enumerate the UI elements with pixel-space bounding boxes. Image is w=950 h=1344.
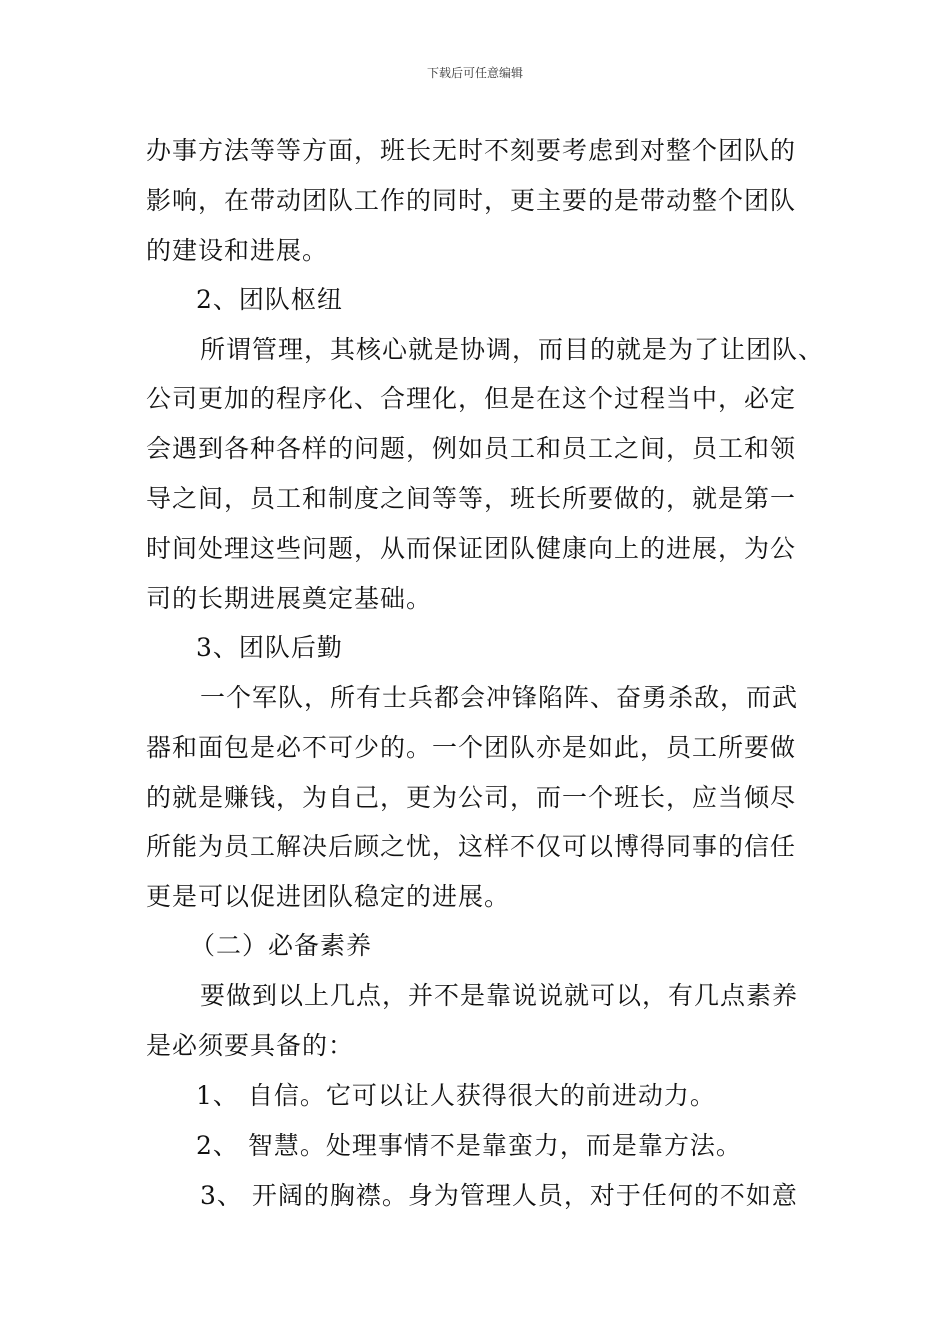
list-item: 1、 自信。它可以让人获得很大的前进动力。: [196, 1081, 716, 1110]
text-line: 影响，在带动团队工作的同时，更主要的是带动整个团队: [146, 186, 797, 215]
page-header: 下载后可任意编辑: [426, 66, 523, 80]
text-line: 更是可以促进团队稳定的进展。: [146, 882, 511, 911]
section-heading: 2、团队枢纽: [196, 285, 343, 314]
text-line: 司的长期进展奠定基础。: [146, 584, 433, 613]
text-line: 公司更加的程序化、合理化，但是在这个过程当中，必定: [146, 384, 797, 413]
text-line: 器和面包是必不可少的。一个团队亦是如此，员工所要做: [146, 733, 797, 762]
section-heading: （二）必备素养: [190, 931, 373, 960]
text-line: 的就是赚钱，为自己，更为公司，而一个班长，应当倾尽: [146, 783, 797, 812]
text-line: 的建设和进展。: [146, 236, 329, 265]
text-line: 要做到以上几点，并不是靠说说就可以，有几点素养: [200, 981, 799, 1010]
text-line: 一个军队，所有士兵都会冲锋陷阵、奋勇杀敌，而武: [200, 683, 799, 712]
text-line: 导之间，员工和制度之间等等，班长所要做的，就是第一: [146, 484, 797, 513]
text-line: 所能为员工解决后顾之忧，这样不仅可以博得同事的信任: [146, 832, 797, 861]
section-heading: 3、团队后勤: [196, 633, 343, 662]
list-item: 3、 开阔的胸襟。身为管理人员，对于任何的不如意: [200, 1181, 798, 1210]
text-line: 会遇到各种各样的问题，例如员工和员工之间，员工和领: [146, 434, 797, 463]
text-line: 时间处理这些问题，从而保证团队健康向上的进展，为公: [146, 534, 797, 563]
text-line: 所谓管理，其核心就是协调，而目的就是为了让团队、: [200, 335, 825, 364]
text-line: 办事方法等等方面，班长无时不刻要考虑到对整个团队的: [146, 136, 797, 165]
list-item: 2、 智慧。处理事情不是靠蛮力，而是靠方法。: [196, 1131, 742, 1160]
text-line: 是必须要具备的：: [146, 1031, 355, 1060]
